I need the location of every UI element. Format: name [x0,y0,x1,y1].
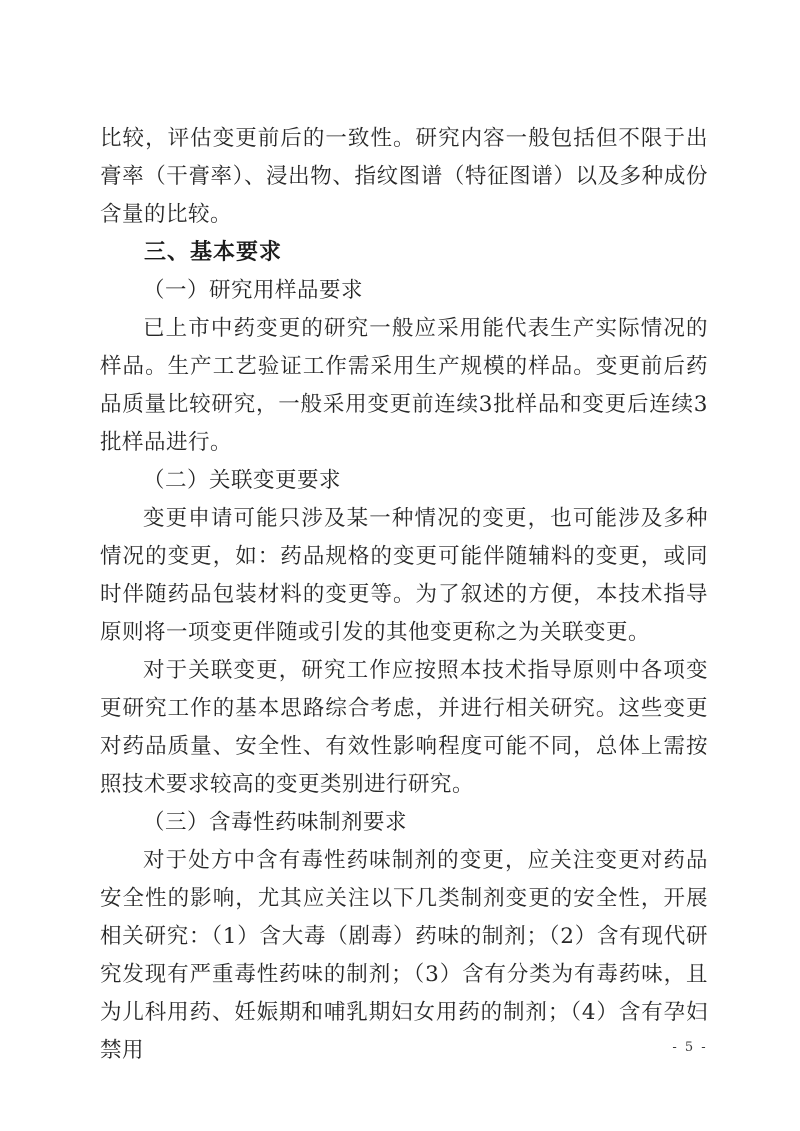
paragraph-toxic-ingredient-research: 对于处方中含有毒性药味制剂的变更，应关注变更对药品安全性的影响，尤其应关注以下几类制剂变更的安全性，开展相关研究：（1）含大毒（剧毒）药味的制剂；（2）含有现代研究发现有严重毒性药味的制剂；（3）含有分类为有毒药味，且为儿科用药、妊娠期和哺乳期妇女用药的制剂；（4）含有孕妇禁用 [100,848,708,1063]
section-heading-basic-requirements: 三、基本要求 [144,240,283,265]
paragraph-sample-requirements: 已上市中药变更的研究一般应采用能代表生产实际情况的样品。生产工艺验证工作需采用生产规模的样品。变更前后药品质量比较研究，一般采用变更前连续3批样品和变更后连续3批样品进行。 [100,316,708,455]
paragraph-related-change-research: 对于关联变更，研究工作应按照本技术指导原则中各项变更研究工作的基本思路综合考虑，并进行相关研究。这些变更对药品质量、安全性、有效性影响程度可能不同，总体上需按照技术要求较高的变更类别进行研究。 [100,658,708,797]
paragraph-related-change-definition: 变更申请可能只涉及某一种情况的变更，也可能涉及多种情况的变更，如：药品规格的变更可能伴随辅料的变更，或同时伴随药品包装材料的变更等。为了叙述的方便，本技术指导原则将一项变更伴随或引发的其他变更称之为关联变更。 [100,506,708,645]
paragraph-quality-comparison-continuation: 比较，评估变更前后的一致性。研究内容一般包括但不限于出膏率（干膏率）、浸出物、指纹图谱（特征图谱）以及多种成份含量的比较。 [100,126,708,227]
page-footer [0,1040,800,1064]
page-number: - 5 - [672,1040,708,1055]
subheading-related-change-requirements: （二）关联变更要求 [143,468,342,493]
subheading-research-sample-requirements: （一）研究用样品要求 [143,278,364,303]
subheading-toxic-ingredient-requirements: （三）含毒性药味制剂要求 [143,810,408,835]
document-body [100,120,708,1070]
